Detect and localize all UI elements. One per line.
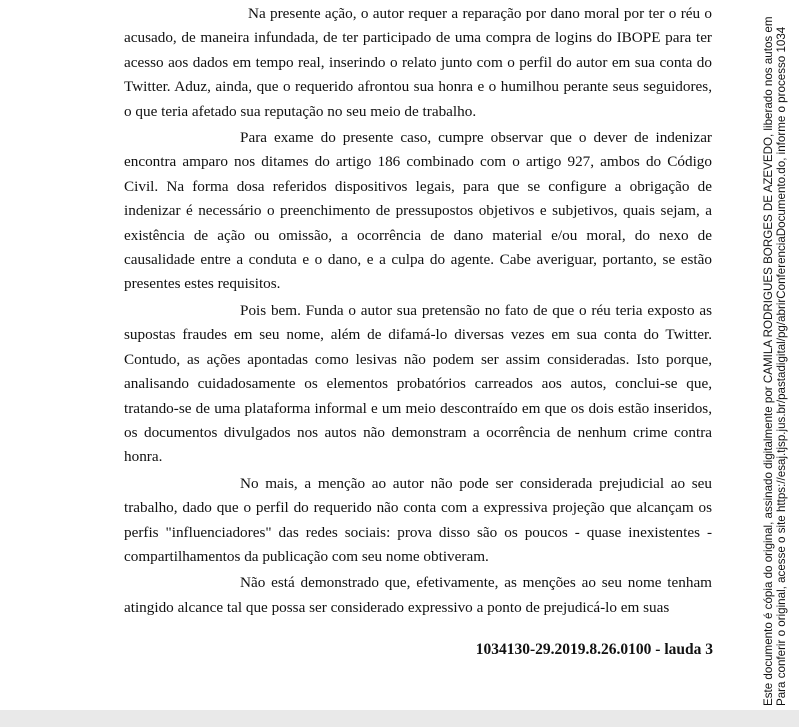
stamp-line-signature: Este documento é cópia do original, assinado digitalmente por CAMILA RODRIGUES BORGES DE AZEVEDO, liberado nos autos em: [762, 16, 775, 706]
viewer-bottom-margin: [0, 710, 799, 727]
digital-signature-stamp: [762, 0, 788, 706]
paragraph-claim: Na presente ação, o autor requer a reparação por dano moral por ter o réu o acusado, de maneira infundada, de ter participado de uma compra de logins do IBOPE para ter acesso aos dados em tempo real, inserindo o relato junto com o perfil do autor em sua conta do Twitter. Aduz, ainda, que o requerido afrontou sua honra e o humilhou perante seus seguidores, o que teria afetado sua reputação no seu meio de trabalho.: [124, 5, 712, 120]
paragraph-mention: No mais, a menção ao autor não pode ser considerada prejudicial ao seu trabalho, dado que o perfil do requerido não conta com a expressiva projeção que alcançam os perfis "influenciadores" das redes sociais: prova disso são os poucos - quase inexistentes - compartilhamentos da publicação com seu nome obtiveram.: [124, 474, 712, 565]
stamp-line-verification: Para conferir o original, acesse o site https://esaj.tjsp.jus.br/pastadigital/pg/abrirConferenciaDocumento.do, informe o processo 1034: [775, 26, 789, 706]
paragraph-reach: Não está demonstrado que, efetivamente, as menções ao seu nome tenham atingido alcance tal que possa ser considerado expressivo a ponto de prejudicá-lo em suas: [124, 574, 712, 616]
paragraph-legal-basis: Para exame do presente caso, cumpre observar que o dever de indenizar encontra amparo nos ditames do artigo 186 combinado com o artigo 927, ambos do Código Civil. Na forma dosa referidos dispositivos legais, para que se configure a obrigação de indenizar é necessário o preenchimento de pressupostos objetivos e subjetivos, quais sejam, a existência de ação ou omissão, a ocorrência de dano material e/ou moral, do nexo de causalidade entre a conduta e o dano, e a culpa do agente. Cabe averiguar, portanto, se estão presentes estes requisitos.: [124, 129, 712, 293]
paragraph-analysis: Pois bem. Funda o autor sua pretensão no fato de que o réu teria exposto as supostas fraudes em seu nome, além de difamá-lo diversas vezes em sua conta do Twitter. Contudo, as ações apontadas como lesivas não podem ser assim consideradas. Isto porque, analisando cuidadosamente os elementos probatórios carreados aos autos, conclui-se que, tratando-se de uma plataforma informal e um meio descontraído em que os dois estão inseridos, os documentos divulgados nos autos não demonstram a ocorrência de nenhum crime contra honra.: [124, 301, 712, 466]
document-body: [124, 2, 712, 620]
page-reference: 1034130-29.2019.8.26.0100 - lauda 3: [475, 641, 713, 658]
